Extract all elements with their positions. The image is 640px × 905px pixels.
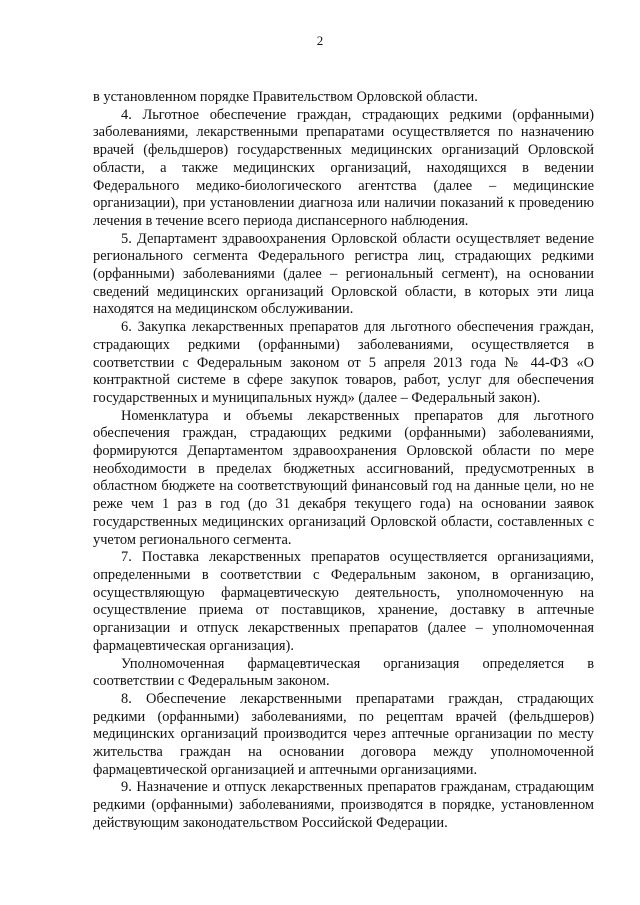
paragraph-item-4: 4. Льготное обеспечение граждан, страдающих редкими (орфанными) заболеваниями, лекарственными препаратами осуществляется по назначению врачей (фельдшеров) государственных медицинских организаций Орловской области, а также медицинских организаций, находящихся в ведении Федерального медико-биологического агентства (далее – медицинские организации), при установлении диагноза или наличии показаний к проведению лечения в течение всего периода диспансерного наблюдения. <box>93 106 594 229</box>
paragraph-item-9: 9. Назначение и отпуск лекарственных препаратов гражданам, страдающим редкими (орфанными) заболеваниями, производятся в порядке, установленном действующим законодательством Российской Федерации. <box>93 779 594 831</box>
paragraph-item-8: 8. Обеспечение лекарственными препаратами граждан, страдающих редкими (орфанными) заболеваниями, по рецептам врачей (фельдшеров) медицинских организаций производится через аптечные организации по месту жительства граждан на основании договора между уполномоченной фармацевтической организацией и аптечными организациями. <box>93 690 594 778</box>
document-body <box>93 89 594 833</box>
page-number: 2 <box>316 33 324 48</box>
paragraph-item-5: 5. Департамент здравоохранения Орловской области осуществляет ведение регионального сегмента Федерального регистра лиц, страдающих редкими (орфанными) заболеваниями (далее – региональный сегмент), на основании сведений медицинских организаций Орловской области, в которых эти лица находятся на медицинском обслуживании. <box>93 230 594 318</box>
paragraph-authorized-organization: Уполномоченная фармацевтическая организация определяется в соответствии с Федеральным законом. <box>93 655 594 690</box>
paragraph-item-6: 6. Закупка лекарственных препаратов для льготного обеспечения граждан, страдающих редкими (орфанными) заболеваниями, осуществляется в соответствии с Федеральным законом от 5 апреля 2013 года № 44-ФЗ «О контрактной системе в сфере закупок товаров, работ, услуг для обеспечения государственных и муниципальных нужд» (далее – Федеральный закон). <box>93 319 594 406</box>
paragraph-nomenclature: Номенклатура и объемы лекарственных препаратов для льготного обеспечения граждан, страдающих редкими (орфанными) заболеваниями, формируются Департаментом здравоохранения Орловской области по мере необходимости в пределах бюджетных ассигнований, предусмотренных в областном бюджете на соответствующий финансовый год на данные цели, но не реже чем 1 раз в год (до 31 декабря текущего года) на основании заявок государственных медицинских организаций Орловской области, составленных с учетом регионального сегмента. <box>93 407 594 548</box>
paragraph-continuation: в установленном порядке Правительством Орловской области. <box>93 89 478 105</box>
paragraph-item-7: 7. Поставка лекарственных препаратов осуществляется организациями, определенными в соответствии с Федеральным законом, в организацию, осуществляющую фармацевтическую деятельность, уполномоченную на осуществление приема от поставщиков, хранение, доставку в аптечные организации и отпуск лекарственных препаратов (далее – уполномоченная фармацевтическая организация). <box>93 549 594 654</box>
